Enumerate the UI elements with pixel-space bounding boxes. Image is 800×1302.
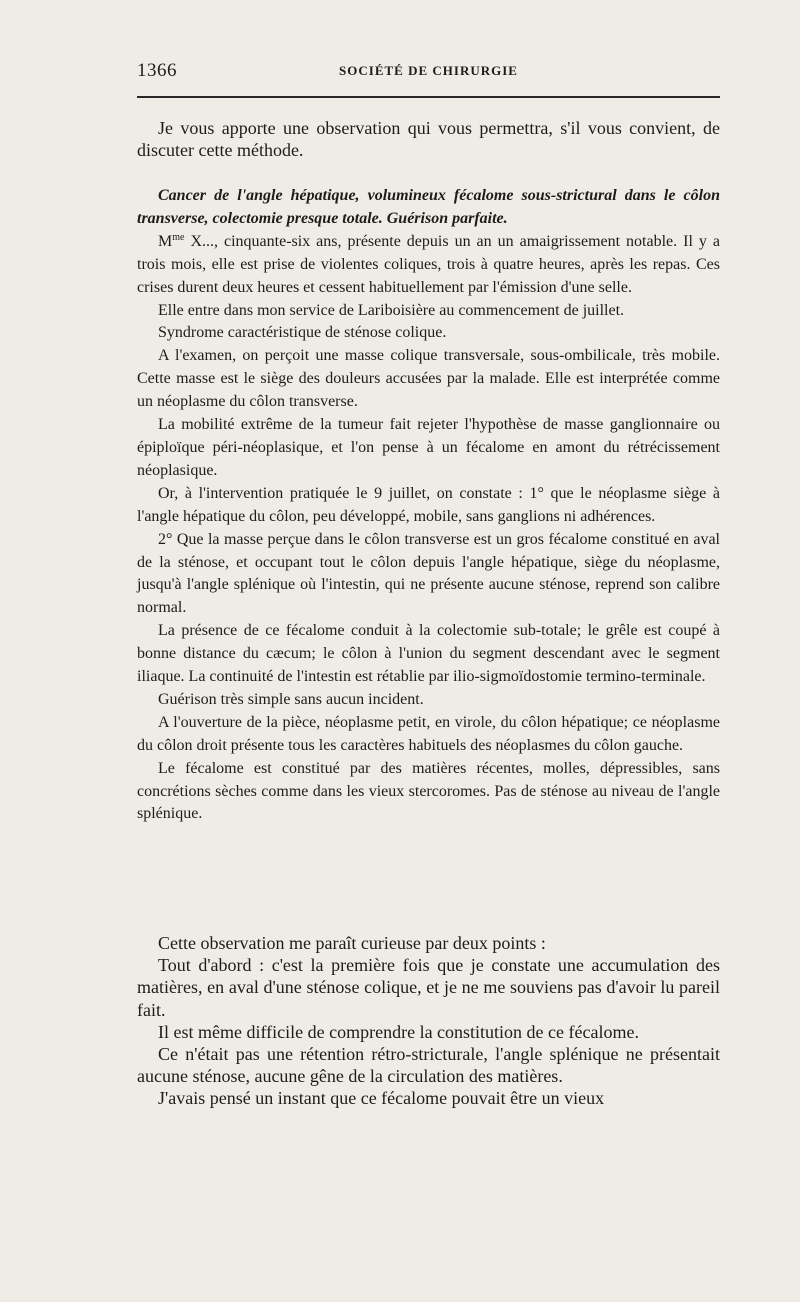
case-paragraph: Guérison très simple sans aucun incident.	[158, 690, 424, 708]
case-paragraph: $M^{me}$ X..., cinquante-six ans, présente depuis un an un amaigrissement notable. Il y a trois mois, elle est prise de violentes coliques, trois à quatre heures, après les repas. Ces crises durent deux heures et cessent habituellement par l'émission d'une selle.	[137, 231, 720, 296]
running-header	[137, 60, 720, 88]
intro-section	[137, 117, 720, 161]
discussion-paragraph: Il est même difficile de comprendre la constitution de ce fécalome.	[158, 1021, 639, 1042]
case-paragraph: La mobilité extrême de la tumeur fait rejeter l'hypothèse de masse ganglionnaire ou épiploïque péri-néoplasique, et l'on pense à un fécalome en amont du rétrécissement néoplasique.	[137, 416, 720, 479]
discussion-paragraph: Cette observation me paraît curieuse par deux points :	[158, 933, 546, 953]
discussion-paragraph: J'avais pensé un instant que ce fécalome pouvait être un vieux	[158, 1088, 605, 1109]
case-paragraph: Elle entre dans mon service de Lariboisière au commencement de juillet.	[158, 301, 625, 319]
header-rule	[137, 96, 720, 98]
discussion-section	[137, 932, 720, 1110]
case-paragraph: 2° Que la masse perçue dans le côlon transverse est un gros fécalome constitué en aval de la sténose, et occupant tout le côlon depuis l'angle hépatique, siège du néoplasme, jusqu'à l'angle splénique où l'intestin, qui ne présente aucune sténose, reprend son calibre normal.	[137, 530, 720, 617]
page-number: 1366	[137, 60, 177, 81]
case-title: Cancer de l'angle hépatique, volumineux fécalome sous-strictural dans le côlon transverse, colectomie presque totale. Guérison parfaite.	[137, 187, 720, 227]
discussion-paragraph: Tout d'abord : c'est la première fois que je constate une accumulation des matières, en aval d'une sténose colique, et je ne me souviens pas d'avoir lu pareil fait.	[137, 955, 720, 1020]
case-paragraph: Syndrome caractéristique de sténose colique.	[158, 324, 447, 342]
case-report	[137, 185, 720, 826]
intro-paragraph: Je vous apporte une observation qui vous permettra, s'il vous convient, de discuter cette méthode.	[137, 118, 720, 161]
case-paragraph: La présence de ce fécalome conduit à la colectomie sub-totale; le grêle est coupé à bonne distance du cæcum; le côlon à l'union du segment descendant avec le segment iliaque. La continuité de l'intestin est rétablie par ilio-sigmoïdostomie termino-terminale.	[137, 622, 720, 686]
discussion-paragraph: Ce n'était pas une rétention rétro-stricturale, l'angle splénique ne présentait aucune sténose, aucune gêne de la circulation des matières.	[137, 1044, 720, 1087]
running-title: SOCIÉTÉ DE CHIRURGIE	[339, 63, 518, 78]
case-paragraph: A l'examen, on perçoit une masse colique transversale, sous-ombilicale, très mobile. Cette masse est le siège des douleurs accusées par la malade. Elle est interprétée comme un néoplasme du côlon transverse.	[137, 347, 720, 411]
case-paragraph: Le fécalome est constitué par des matières récentes, molles, dépressibles, sans concrétions sèches comme dans les vieux stercoromes. Pas de sténose au niveau de l'angle splénique.	[137, 759, 720, 823]
case-paragraph: A l'ouverture de la pièce, néoplasme petit, en virole, du côlon hépatique; ce néoplasme du côlon droit présente tous les caractères habituels des néoplasmes du côlon gauche.	[137, 713, 720, 754]
case-paragraph: Or, à l'intervention pratiquée le 9 juillet, on constate : 1° que le néoplasme siège à l'angle hépatique du côlon, peu développé, mobile, sans ganglions ni adhérences.	[137, 484, 720, 525]
